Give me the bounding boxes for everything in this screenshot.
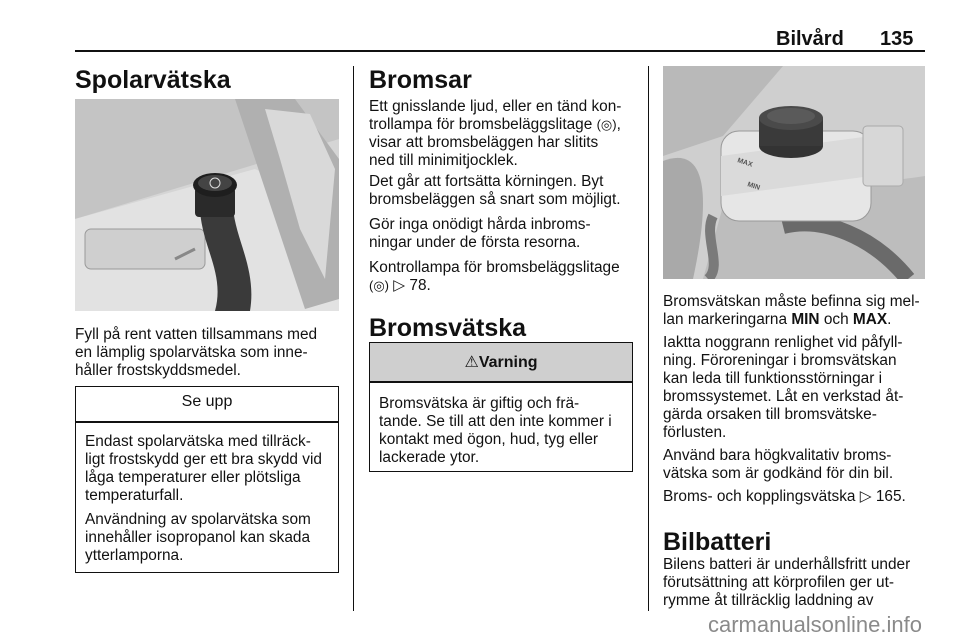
min-label: MIN <box>791 311 820 328</box>
column-divider-2 <box>648 66 649 611</box>
fluid-ref-text: Broms- och kopplingsvätska <box>663 488 856 505</box>
bromsar-p1-text: Ett gnisslande ljud, eller en tänd kon- trollampa för bromsbeläggslitage <box>369 98 622 133</box>
running-header-section: Bilvård <box>776 28 844 50</box>
brake-fluid-illustration <box>663 66 925 279</box>
max-label: MAX <box>852 311 888 328</box>
bromsar-paragraph-3: Gör inga onödigt hårda inbroms- ningar under de första resorna. <box>369 216 591 251</box>
brake-wear-icon: (◎) <box>596 117 617 132</box>
fluid-reference-paragraph <box>663 488 933 506</box>
warning-triangle-icon: ⚠ <box>464 354 479 371</box>
warning-title: Varning <box>478 354 538 371</box>
brake-fluid-level-paragraph <box>663 293 933 329</box>
washer-reservoir-photo <box>75 99 339 311</box>
ref-arrow-icon-2: ▷ <box>859 488 872 505</box>
heading-bromsvatska: Bromsvätska <box>369 314 527 342</box>
fluid-quality-paragraph: Använd bara högkvalitativ broms- vätska som är godkänd för din bil. <box>663 447 894 482</box>
header-rule <box>75 50 925 52</box>
page-ref-165[interactable]: 165. <box>875 488 906 505</box>
caution-text-2: Användning av spolarvätska som innehåller isopropanol kan skada ytterlamporna. <box>85 510 311 564</box>
caution-title: Se upp <box>181 393 233 410</box>
page-ref-78[interactable]: 78. <box>409 277 431 294</box>
heading-spolarvatska: Spolarvätska <box>75 66 231 94</box>
level-text: Bromsvätskan måste befinna sig mel- lan markeringarna <box>663 293 920 328</box>
warning-box <box>369 342 633 472</box>
warning-header <box>370 343 632 381</box>
watermark-text: carmanualsonline.info <box>707 612 922 637</box>
heading-bromsar: Bromsar <box>369 66 472 94</box>
battery-paragraph: Bilens batteri är underhållsfritt under förutsättning att körprofilen ger ut- rymme åt tillräcklig laddning av <box>663 556 911 609</box>
bromsar-p1-end: , visar att bromsbeläggen har slitits ned till minimitjocklek. <box>369 116 621 169</box>
warning-text: Bromsvätska är giftig och frä- tande. Se till att den inte kommer i kontakt med ögon, hud, tyg eller lackerade ytor. <box>379 394 612 466</box>
watermark <box>0 612 960 638</box>
heading-bilbatteri: Bilbatteri <box>663 528 772 556</box>
bromsar-paragraph-4 <box>369 259 644 295</box>
and-text: och <box>819 311 853 328</box>
level-text-end: . <box>887 311 892 328</box>
page-number: 135 <box>880 28 914 50</box>
washer-fluid-paragraph: Fyll på rent vatten tillsammans med en lämplig spolarvätska som inne- håller frostskyddsmedel. <box>75 326 318 379</box>
max-mark-label: MAX <box>736 157 754 169</box>
bromsar-p4-text: Kontrollampa för bromsbeläggslitage <box>369 259 620 276</box>
bromsar-paragraph-2: Det går att fortsätta körningen. Byt bromsbeläggen så snart som möjligt. <box>369 173 621 208</box>
brake-wear-icon-2: (◎) <box>369 278 390 293</box>
bromsar-paragraph-1 <box>369 98 644 170</box>
caution-box <box>75 386 339 573</box>
brake-fluid-reservoir-photo <box>663 66 925 279</box>
caution-text-1: Endast spolarvätska med tillräck- ligt frostskydd ger ett bra skydd vid låga temperaturer eller plötsliga temperaturfall. <box>85 432 322 504</box>
cleanliness-paragraph: Iaktta noggrann renlighet vid påfyll- ning. Föroreningar i bromsvätskan kan leda till funktionsstörningar i bromssystemet. Låt en verkstad åt- gärda orsaken till bromsvätske- förlusten. <box>663 334 904 441</box>
min-mark-label: MIN <box>746 181 761 192</box>
column-divider-1 <box>353 66 354 611</box>
washer-reservoir-illustration <box>75 99 339 311</box>
ref-arrow-icon: ▷ <box>393 277 406 294</box>
